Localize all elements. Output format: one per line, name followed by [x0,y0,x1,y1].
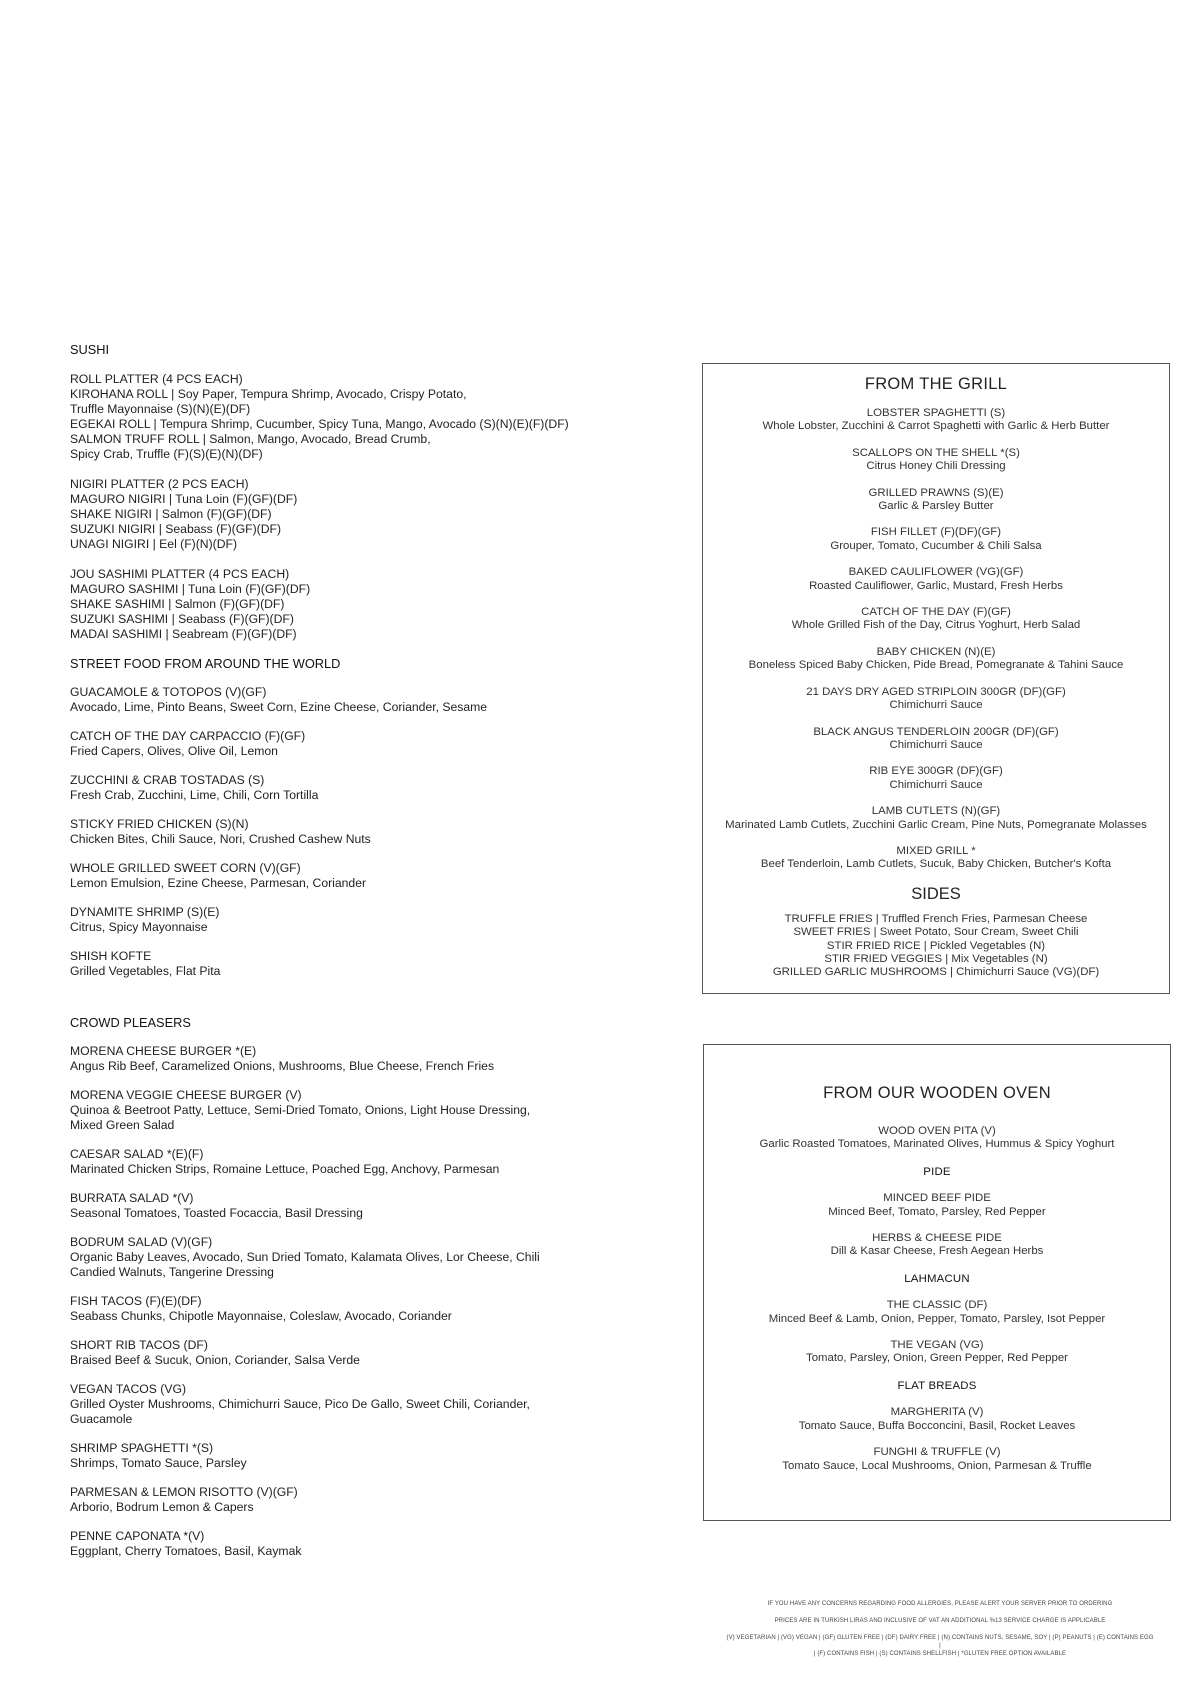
item-desc: Mixed Green Salad [70,1118,175,1132]
legend-line-2: | (F) CONTAINS FISH | (S) CONTAINS SHELLFISH | *GLUTEN FREE OPTION AVAILABLE [813,1651,1067,1657]
group-header: ROLL PLATTER (4 PCS EACH) [70,372,243,386]
item-name: VEGAN TACOS (VG) [70,1382,187,1396]
item-desc: Dill & Kasar Cheese, Fresh Aegean Herbs [830,1245,1044,1258]
menu-item [70,1294,630,1324]
grill-item [703,606,1169,633]
item-name: GRILLED PRAWNS (S)(E) [868,486,1004,499]
item-name: RIB EYE 300GR (DF)(GF) [869,765,1003,778]
item-name: MORENA VEGGIE CHEESE BURGER (V) [70,1088,302,1102]
item-name: ZUCCHINI & CRAB TOSTADAS (S) [70,773,265,787]
item-name: WHOLE GRILLED SWEET CORN (V)(GF) [70,861,301,875]
menu-item [70,817,630,847]
item-desc: Beef Tenderloin, Lamb Cutlets, Sucuk, Baby Chicken, Butcher's Kofta [760,858,1112,871]
menu-line: MAGURO NIGIRI | Tuna Loin (F)(GF)(DF) [70,492,298,506]
item-name: CAESAR SALAD *(E)(F) [70,1147,204,1161]
grill-item [703,526,1169,553]
item-desc: Fresh Crab, Zucchini, Lime, Chili, Corn Tortilla [70,788,319,802]
item-name: SHRIMP SPAGHETTI *(S) [70,1441,214,1455]
oven-item [704,1232,1170,1259]
item-desc: Shrimps, Tomato Sauce, Parsley [70,1456,247,1470]
sushi-group-sashimi [70,567,630,642]
item-name: THE CLASSIC (DF) [886,1299,988,1312]
grill-item [703,765,1169,792]
item-desc: Candied Walnuts, Tangerine Dressing [70,1265,274,1279]
item-desc: Tomato Sauce, Local Mushrooms, Onion, Parmesan & Truffle [782,1459,1092,1472]
menu-item [70,949,630,979]
menu-line: Truffle Mayonnaise (S)(N)(E)(DF) [70,402,251,416]
item-desc: Grilled Vegetables, Flat Pita [70,964,221,978]
item-desc: Braised Beef & Sucuk, Onion, Coriander, Salsa Verde [70,1353,360,1367]
item-desc: Chimichurri Sauce [889,778,983,791]
grill-item [703,487,1169,514]
item-desc: Garlic Roasted Tomatoes, Marinated Olives, Hummus & Spicy Yoghurt [759,1138,1115,1151]
item-desc: Seabass Chunks, Chipotle Mayonnaise, Coleslaw, Avocado, Coriander [70,1309,452,1323]
menu-item [70,685,630,715]
item-desc: Eggplant, Cherry Tomatoes, Basil, Kaymak [70,1544,302,1558]
item-desc: Citrus Honey Chili Dressing [866,460,1006,473]
menu-item [70,1382,630,1427]
item-desc: Tomato Sauce, Buffa Bocconcini, Basil, Rocket Leaves [798,1419,1076,1432]
menu-item [70,1441,630,1471]
item-desc: Marinated Chicken Strips, Romaine Lettuce, Poached Egg, Anchovy, Parmesan [70,1162,500,1176]
item-desc: Whole Grilled Fish of the Day, Citrus Yoghurt, Herb Salad [791,619,1081,632]
menu-line: MAGURO SASHIMI | Tuna Loin (F)(GF)(DF) [70,582,311,596]
menu-line: SHAKE NIGIRI | Salmon (F)(GF)(DF) [70,507,272,521]
menu-item [70,1338,630,1368]
item-name: MARGHERITA (V) [890,1406,984,1419]
allergy-note: IF YOU HAVE ANY CONCERNS REGARDING FOOD ALLERGIES, PLEASE ALERT YOUR SERVER PRIOR TO ORDERING [767,1601,1113,1607]
menu-line: EGEKAI ROLL | Tempura Shrimp, Cucumber, Spicy Tuna, Mango, Avocado (S)(N)(E)(F)(DF) [70,417,569,431]
legend-line-1: (V) VEGETARIAN | (VG) VEGAN | (GF) GLUTEN FREE | (DF) DAIRY FREE | (N) CONTAINS NUTS, SESAME, SOY | (P) PEANUTS | (E) CONTAINS EGG | [726,1635,1154,1649]
menu-item [70,729,630,759]
footer-notes [725,1600,1155,1667]
item-desc: Fried Capers, Olives, Olive Oil, Lemon [70,744,278,758]
oven-item [704,1125,1170,1152]
item-name: DYNAMITE SHRIMP (S)(E) [70,905,220,919]
oven-item [704,1299,1170,1326]
item-name: 21 DAYS DRY AGED STRIPLOIN 300GR (DF)(GF) [806,685,1066,698]
sushi-group-nigiri [70,477,630,552]
item-name: FISH TACOS (F)(E)(DF) [70,1294,202,1308]
menu-line: SUZUKI SASHIMI | Seabass (F)(GF)(DF) [70,612,294,626]
grill-item [703,566,1169,593]
item-desc: Marinated Lamb Cutlets, Zucchini Garlic Cream, Pine Nuts, Pomegranate Molasses [725,818,1147,831]
item-name: PARMESAN & LEMON RISOTTO (V)(GF) [70,1485,298,1499]
item-name: HERBS & CHEESE PIDE [872,1232,1002,1245]
grill-item [703,845,1169,872]
item-name: CATCH OF THE DAY CARPACCIO (F)(GF) [70,729,306,743]
item-desc: Minced Beef, Tomato, Parsley, Red Pepper [828,1205,1046,1218]
grill-item [703,805,1169,832]
item-desc: Quinoa & Beetroot Patty, Lettuce, Semi-Dried Tomato, Onions, Light House Dressing, [70,1103,531,1117]
oven-box [703,1044,1171,1521]
menu-item [70,1044,630,1074]
oven-item [704,1339,1170,1366]
item-desc: Whole Lobster, Zucchini & Carrot Spaghetti with Garlic & Herb Butter [762,420,1110,433]
oven-item [704,1446,1170,1473]
item-name: LOBSTER SPAGHETTI (S) [866,407,1006,419]
item-name: FUNGHI & TRUFFLE (V) [873,1446,1001,1459]
menu-item [70,905,630,935]
oven-item [704,1192,1170,1219]
item-name: THE VEGAN (VG) [890,1339,984,1352]
menu-line: SUZUKI NIGIRI | Seabass (F)(GF)(DF) [70,522,282,536]
item-name: PENNE CAPONATA *(V) [70,1529,205,1543]
grill-item [703,726,1169,753]
menu-line: SALMON TRUFF ROLL | Salmon, Mango, Avocado, Bread Crumb, [70,432,431,446]
menu-line: KIROHANA ROLL | Soy Paper, Tempura Shrimp, Avocado, Crispy Potato, [70,387,467,401]
item-name: MINCED BEEF PIDE [883,1192,991,1205]
subsection-title-lahmacun: LAHMACUN [904,1272,970,1285]
item-name: MORENA CHEESE BURGER *(E) [70,1044,257,1058]
grill-item [703,686,1169,713]
item-desc: Arborio, Bodrum Lemon & Capers [70,1500,254,1514]
sides-list [703,913,1169,980]
oven-item [704,1406,1170,1433]
subsection-title-pide: PIDE [923,1165,951,1178]
item-desc: Citrus, Spicy Mayonnaise [70,920,208,934]
item-desc: Grilled Oyster Mushrooms, Chimichurri Sauce, Pico De Gallo, Sweet Chili, Coriander, [70,1397,530,1411]
side-item: STIR FRIED VEGGIES | Mix Vegetables (N) [824,952,1048,965]
item-desc: Roasted Cauliflower, Garlic, Mustard, Fresh Herbs [809,579,1063,592]
item-name: SCALLOPS ON THE SHELL *(S) [852,446,1020,459]
item-desc: Angus Rib Beef, Caramelized Onions, Mushrooms, Blue Cheese, French Fries [70,1059,495,1073]
item-desc: Chicken Bites, Chili Sauce, Nori, Crushed Cashew Nuts [70,832,371,846]
menu-item [70,1485,630,1515]
item-name: LAMB CUTLETS (N)(GF) [871,805,1001,818]
side-item: GRILLED GARLIC MUSHROOMS | Chimichurri Sauce (VG)(DF) [772,966,1100,979]
item-desc: Avocado, Lime, Pinto Beans, Sweet Corn, Ezine Cheese, Coriander, Sesame [70,700,488,714]
item-desc: Organic Baby Leaves, Avocado, Sun Dried Tomato, Kalamata Olives, Lor Cheese, Chili [70,1250,540,1264]
section-title-street-food: STREET FOOD FROM AROUND THE WORLD [70,656,341,671]
group-header: NIGIRI PLATTER (2 PCS EACH) [70,477,249,491]
section-title-sushi: SUSHI [70,342,110,357]
item-desc: Minced Beef & Lamb, Onion, Pepper, Tomato, Parsley, Isot Pepper [768,1312,1106,1325]
item-name: BAKED CAULIFLOWER (VG)(GF) [848,566,1024,579]
menu-line: SHAKE SASHIMI | Salmon (F)(GF)(DF) [70,597,285,611]
section-title-sides: SIDES [911,884,961,903]
item-name: STICKY FRIED CHICKEN (S)(N) [70,817,249,831]
item-desc: Tomato, Parsley, Onion, Green Pepper, Red Pepper [806,1352,1068,1365]
price-note: PRICES ARE IN TURKISH LIRAS AND INCLUSIVE OF VAT AN ADDITIONAL %13 SERVICE CHARGE IS APPLICABLE [774,1618,1106,1624]
item-name: BURRATA SALAD *(V) [70,1191,194,1205]
menu-item [70,1235,630,1280]
item-name: CATCH OF THE DAY (F)(GF) [861,606,1011,619]
section-title-crowd-pleasers: CROWD PLEASERS [70,1015,191,1030]
item-name: MIXED GRILL * [896,844,976,857]
item-desc: Grouper, Tomato, Cucumber & Chili Salsa [830,539,1042,552]
item-name: SHORT RIB TACOS (DF) [70,1338,208,1352]
menu-item [70,1147,630,1177]
item-name: BABY CHICKEN (N)(E) [876,645,996,658]
item-desc: Guacamole [70,1412,133,1426]
grill-item [703,407,1169,434]
item-name: WOOD OVEN PITA (V) [878,1125,996,1137]
item-name: BODRUM SALAD (V)(GF) [70,1235,213,1249]
section-title-grill: FROM THE GRILL [864,375,1008,393]
item-desc: Garlic & Parsley Butter [878,500,994,513]
menu-line: MADAI SASHIMI | Seabream (F)(GF)(DF) [70,627,297,641]
item-desc: Boneless Spiced Baby Chicken, Pide Bread, Pomegranate & Tahini Sauce [748,659,1124,672]
item-desc: Chimichurri Sauce [889,699,983,712]
item-name: GUACAMOLE & TOTOPOS (V)(GF) [70,685,267,699]
menu-line: UNAGI NIGIRI | Eel (F)(N)(DF) [70,537,238,551]
side-item: TRUFFLE FRIES | Truffled French Fries, Parmesan Cheese [784,912,1088,925]
grill-box [702,363,1170,994]
item-name: BLACK ANGUS TENDERLOIN 200GR (DF)(GF) [813,725,1059,738]
left-column [70,342,630,1559]
side-item: STIR FRIED RICE | Pickled Vegetables (N) [826,939,1046,952]
grill-item [703,447,1169,474]
menu-item [70,861,630,891]
side-item: SWEET FRIES | Sweet Potato, Sour Cream, Sweet Chili [793,926,1079,939]
menu-item [70,1529,630,1559]
menu-item [70,1088,630,1133]
grill-item [703,646,1169,673]
subsection-title-flat-breads: FLAT BREADS [897,1379,977,1392]
item-name: SHISH KOFTE [70,949,152,963]
item-desc: Chimichurri Sauce [889,738,983,751]
menu-item [70,773,630,803]
group-header: JOU SASHIMI PLATTER (4 PCS EACH) [70,567,290,581]
sushi-group-roll [70,372,630,462]
item-name: FISH FILLET (F)(DF)(GF) [870,526,1002,539]
item-desc: Seasonal Tomatoes, Toasted Focaccia, Basil Dressing [70,1206,363,1220]
menu-line: Spicy Crab, Truffle (F)(S)(E)(N)(DF) [70,447,263,461]
item-desc: Lemon Emulsion, Ezine Cheese, Parmesan, Coriander [70,876,367,890]
menu-item [70,1191,630,1221]
section-title-oven: FROM OUR WOODEN OVEN [823,1084,1051,1102]
